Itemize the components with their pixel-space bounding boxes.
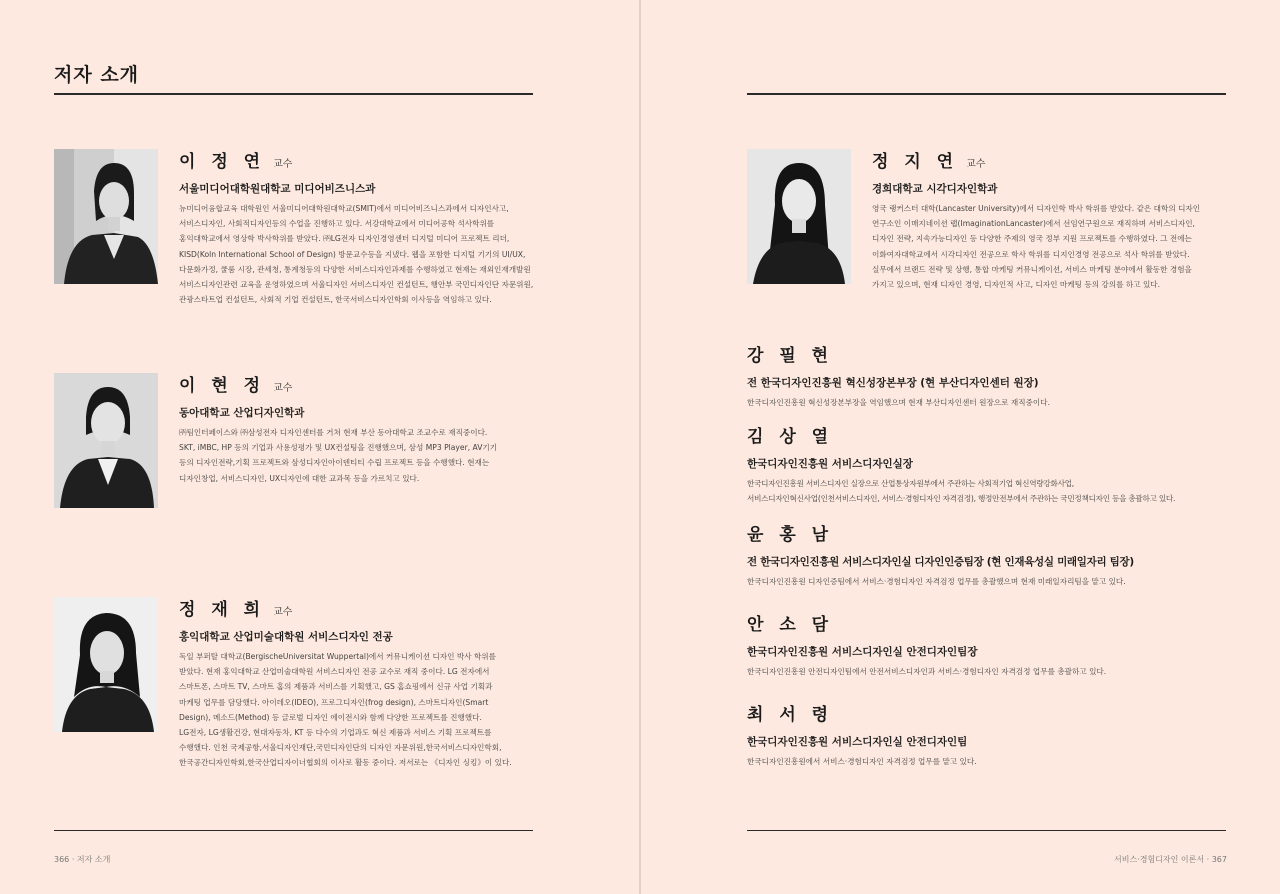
author-entry-3 — [179, 595, 539, 771]
author-photo-2 — [54, 373, 158, 508]
page-folio-right: 서비스·경험디자인 이론서 · 367 — [1114, 855, 1227, 864]
author-entry-5 — [747, 422, 1247, 506]
bio-line: 서비스디자인혁신사업(인천서비스디자인, 서비스·경험디자인 자격검정), 행정안전부에서 주관하는 국민정책디자인 등을 총괄하고 있다. — [747, 494, 1176, 504]
author-title: 교수 — [273, 383, 293, 394]
bio-line: 디자인창업, 서비스디자인, UX디자인에 대한 교과목 등을 가르치고 있다. — [179, 473, 420, 483]
bio-line: 연구소인 이매지네이션 랩(ImaginationLancaster)에서 선임연구원으로 재직하며 서비스디자인, — [872, 219, 1195, 229]
author-name: 안 소 담 — [747, 615, 834, 635]
author-bio — [747, 476, 1247, 506]
bio-line: 영국 랭커스터 대학(Lancaster University)에서 디자인학 박사 학위를 받았다. 같은 대학의 디자인 — [872, 204, 1201, 213]
bio-line: 받았다. 현재 홍익대학교 산업미술대학원 서비스디자인 전공 교수로 재직 중이다. LG 전자에서 — [179, 667, 490, 677]
author-name: 정 지 연 — [872, 152, 959, 172]
author-title: 교수 — [273, 159, 293, 170]
author-entry-8 — [747, 700, 1247, 769]
author-entry-6 — [747, 520, 1247, 589]
bottom-rule — [747, 830, 1226, 831]
author-title: 교수 — [273, 607, 293, 618]
author-bio — [747, 754, 1247, 769]
bio-line: 서비스디자인관련 교육을 운영하였으며 서울디자인 서비스디자인 컨설턴트, 행안부 국민디자인단 자문위원, — [179, 280, 534, 290]
bio-line: ㈜팀인터페이스와 ㈜삼성전자 디자인센터를 거쳐 현재 부산 동아대학교 조교수로 재직중이다. — [179, 428, 488, 437]
bio-line: 서비스디자인, 사회적디자인등의 수업을 진행하고 있다. 서강대학교에서 미디어공학 석사학위를 — [179, 219, 495, 229]
author-bio — [747, 574, 1247, 589]
bio-line: 마케팅 업무를 담당했다. 아이데오(IDEO), 프로그디자인(frog design), 스마트디자인(Smart — [179, 697, 489, 707]
top-rule — [747, 93, 1226, 95]
bio-line: 한국디자인진흥원에서 서비스·경험디자인 자격검정 업무를 맡고 있다. — [747, 757, 977, 766]
author-bio — [747, 395, 1247, 410]
bio-line: Design), 메소드(Method) 등 글로벌 디자인 에이전시와 함께 다양한 프로젝트를 진행했다. — [179, 712, 482, 722]
bio-line: 관광스타트업 컨설턴트, 사회적 기업 컨설턴트, 한국서비스디자인학회 이사등을 역임하고 있다. — [179, 295, 492, 305]
bio-line: 한국공간디자인학회,한국산업디자이너협회의 이사로 활동 중이다. 저서로는 《디자인 싱킹》이 있다. — [179, 758, 512, 768]
author-name: 이 현 정 — [179, 376, 266, 396]
author-affiliation: 한국디자인진흥원 서비스디자인실장 — [747, 458, 913, 470]
bio-line: 한국디자인진흥원 안전디자인팀에서 안전서비스디자인과 서비스·경험디자인 자격검정 업무를 총괄하고 있다. — [747, 667, 1107, 676]
left-page — [0, 0, 639, 894]
section-title: 저자 소개 — [54, 64, 140, 86]
bio-line: LG전자, LG생활건강, 현대자동차, KT 등 다수의 기업과도 혁신 제품과 서비스 기획 프로젝트를 — [179, 728, 492, 738]
author-affiliation: 서울미디어대학원대학교 미디어비즈니스과 — [179, 183, 376, 195]
author-bio — [179, 201, 539, 307]
author-name: 정 재 희 — [179, 600, 266, 620]
bio-line: 한국디자인진흥원 디자인증팀에서 서비스·경험디자인 자격검정 업무를 총괄했으며 현재 미래일자리팀을 맡고 있다. — [747, 577, 1126, 586]
author-name: 강 필 현 — [747, 346, 834, 366]
bio-line: 실무에서 브랜드 전략 및 상행, 통합 마케팅 커뮤니케이션, 서비스 마케팅 분야에서 활동한 경험을 — [872, 264, 1192, 274]
author-bio — [747, 664, 1247, 679]
bio-line: 홍익대학교에서 영상학 박사학위를 받았다. ㈜LG전자 디자인경영센터 디지털 미디어 프로젝트 리더, — [179, 234, 510, 244]
author-entry-1 — [179, 147, 539, 307]
bio-line: 뉴미디어융합교육 대학원인 서울미디어대학원대학교(SMIT)에서 미디어비즈니스과에서 디자인사고, — [179, 204, 509, 213]
author-affiliation: 홍익대학교 산업미술대학원 서비스디자인 전공 — [179, 631, 393, 643]
bio-line: 디자인 전략, 지속가능디자인 등 다양한 주제의 영국 정부 지원 프로젝트를 수행하였다. 그 전에는 — [872, 234, 1192, 244]
bio-line: 수행했다. 인천 국제공항,서울디자인재단,국민디자인단의 디자인 자문위원,한국서비스디자인학회, — [179, 743, 502, 753]
bio-line: 한국디자인진흥원 혁신성장본부장을 역임했으며 현재 부산디자인센터 원장으로 재직중이다. — [747, 398, 1050, 407]
author-entry-7 — [747, 610, 1247, 679]
bio-line: 다문화가정, 쿨룸 시장, 관세청, 통계청등의 다양한 서비스디자인과제를 수행하였고 현재는 재외인재개발원 — [179, 264, 531, 274]
author-name: 이 정 연 — [179, 152, 266, 172]
author-photo-1 — [54, 149, 158, 284]
top-rule — [54, 93, 533, 95]
page-folio-left: 366 · 저자 소개 — [54, 855, 111, 864]
author-affiliation: 전 한국디자인진흥원 혁신성장본부장 (현 부산디자인센터 원장) — [747, 377, 1039, 389]
author-affiliation: 경희대학교 시각디자인학과 — [872, 183, 998, 195]
author-affiliation: 동아대학교 산업디자인학과 — [179, 407, 305, 419]
author-affiliation: 한국디자인진흥원 서비스디자인실 안전디자인팀장 — [747, 646, 978, 658]
author-bio — [872, 201, 1242, 292]
author-name: 최 서 령 — [747, 705, 834, 725]
author-photo-3 — [54, 597, 158, 732]
author-entry-2 — [179, 371, 539, 486]
author-entry-4 — [747, 341, 1247, 410]
bio-line: 독일 부퍼탈 대학교(BergischeUniversitat Wuppertal)에서 커뮤니케이션 디자인 박사 학위를 — [179, 652, 496, 661]
author-name: 윤 홍 남 — [747, 525, 834, 545]
bio-line: 한국디자인진흥원 서비스디자인 실장으로 산업통상자원부에서 주관하는 사회적기업 혁신역량강화사업, — [747, 479, 1074, 488]
author-bio — [179, 425, 539, 486]
bio-line: 가지고 있으며, 현재 디자인 경영, 디자인적 사고, 디자인 마케팅 등의 강의를 하고 있다. — [872, 280, 1161, 290]
author-photo-featured — [747, 149, 851, 284]
author-entry-featured — [872, 147, 1242, 292]
author-affiliation: 한국디자인진흥원 서비스디자인실 안전디자인팀 — [747, 736, 968, 748]
bio-line: KISD(Koln International School of Design) 방문교수등을 지냈다. 웹을 포함한 디지털 기기의 UI/UX, — [179, 249, 526, 259]
bio-line: SKT, iMBC, HP 등의 기업과 사용성평가 및 UX컨설팅을 진행했으며, 삼성 MP3 Player, AV기기 — [179, 443, 498, 453]
bio-line: 등의 디자인전략,기획 프로젝트와 삼성디자인아이덴티티 수립 프로젝트 등을 수행했다. 현재는 — [179, 458, 490, 468]
author-affiliation: 전 한국디자인진흥원 서비스디자인실 디자인인증팀장 (현 인재육성실 미래일자리 팀장) — [747, 556, 1134, 568]
bio-line: 이화여자대학교에서 시각디자인 전공으로 학사 학위를 디지인경영 전공으로 석사 학위를 받았다. — [872, 249, 1190, 259]
bio-line: 스마트폰, 스마트 TV, 스마트 홈의 제품과 서비스를 기획했고, GS 홈쇼핑에서 신규 사업 기획과 — [179, 682, 493, 692]
right-page — [641, 0, 1280, 894]
bottom-rule — [54, 830, 533, 831]
author-title: 교수 — [966, 159, 986, 170]
author-bio — [179, 649, 539, 771]
author-name: 김 상 열 — [747, 427, 834, 447]
